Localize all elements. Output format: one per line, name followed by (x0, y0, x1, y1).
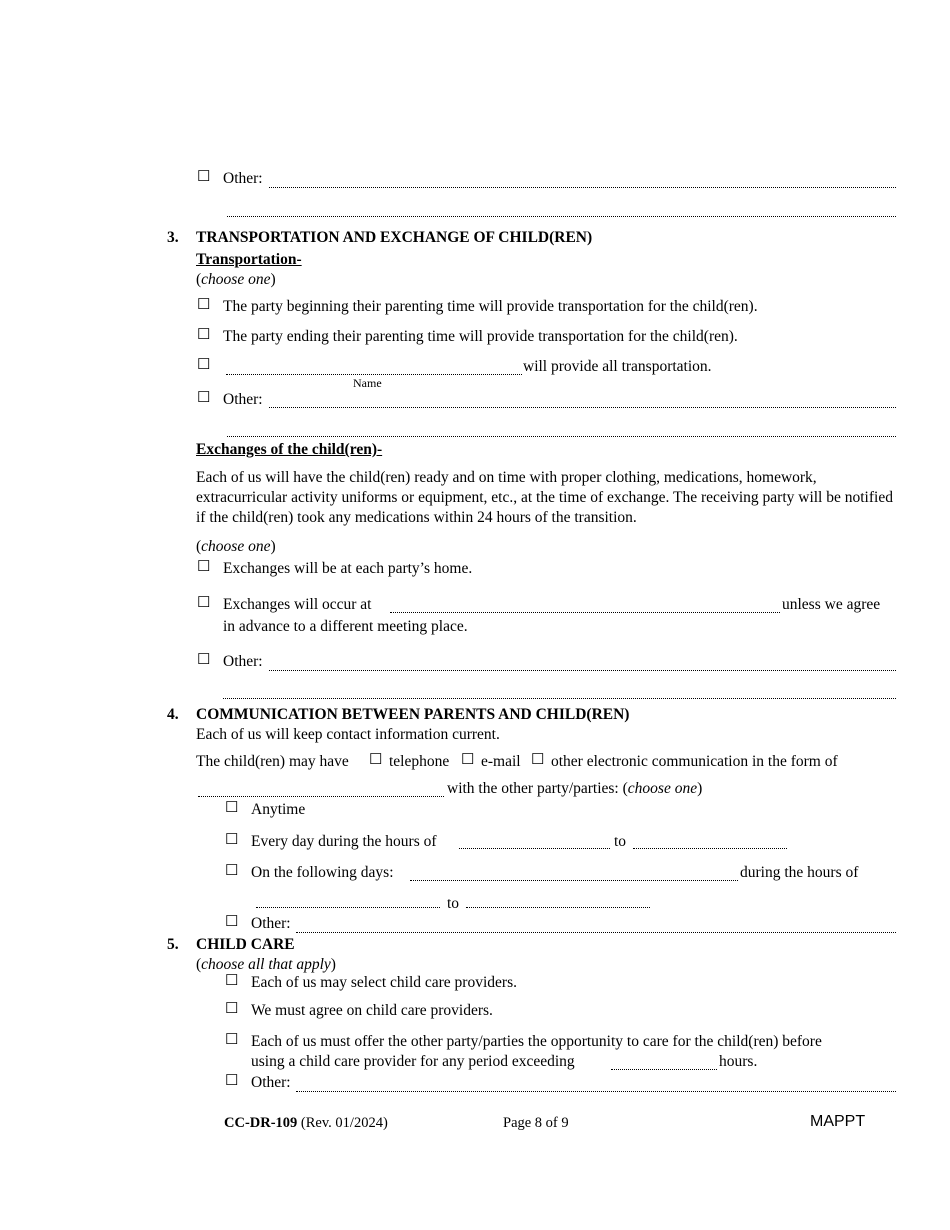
offer-hours-input-line[interactable] (611, 1069, 717, 1070)
with-other-parties-text: with the other party/parties: (choose one) (447, 780, 703, 797)
transport-other-line-1[interactable] (269, 407, 896, 408)
section-3-heading: TRANSPORTATION AND EXCHANGE OF CHILD(REN) (196, 229, 593, 246)
other-electronic-checkbox[interactable]: ☐ (531, 752, 545, 768)
other-input-line-1[interactable] (269, 187, 896, 188)
following-days-label: On the following days: (251, 864, 394, 881)
telephone-label: telephone (389, 753, 450, 770)
other-label: Other: (223, 170, 263, 187)
exchange-location-checkbox[interactable]: ☐ (197, 595, 211, 611)
footer-form-id: CC-DR-109 (Rev. 01/2024) (224, 1115, 388, 1131)
other-checkbox[interactable]: ☐ (197, 169, 211, 185)
section-5-number: 5. (167, 936, 179, 953)
exchange-other-checkbox[interactable]: ☐ (197, 652, 211, 668)
exchanges-subheading: Exchanges of the child(ren)- (196, 441, 383, 458)
comm-other-checkbox[interactable]: ☐ (225, 914, 239, 930)
name-caption: Name (353, 376, 382, 390)
exchange-home-checkbox[interactable]: ☐ (197, 559, 211, 575)
transportation-subheading: Transportation- (196, 251, 302, 268)
footer-form-tag: MAPPT (810, 1113, 866, 1130)
transport-ending-label: The party ending their parenting time will provide transportation for the child(ren). (223, 328, 738, 345)
offer-first-checkbox[interactable]: ☐ (225, 1032, 239, 1048)
transport-beginning-label: The party beginning their parenting time will provide transportation for the child(ren). (223, 298, 758, 315)
transport-ending-checkbox[interactable]: ☐ (197, 327, 211, 343)
following-days-to-label: to (447, 895, 460, 912)
comm-other-label: Other: (251, 915, 291, 932)
section-5-heading: CHILD CARE (196, 936, 295, 953)
following-days-input-line[interactable] (410, 880, 738, 881)
exchange-location-prefix: Exchanges will occur at (223, 596, 372, 613)
exchanges-choose-one-note: (choose one) (196, 538, 276, 555)
transport-other-checkbox[interactable]: ☐ (197, 390, 211, 406)
transport-other-line-2[interactable] (227, 436, 896, 437)
during-hours-label: during the hours of (740, 864, 859, 881)
every-day-to-input-line[interactable] (633, 848, 787, 849)
transport-beginning-checkbox[interactable]: ☐ (197, 297, 211, 313)
every-day-label: Every day during the hours of (251, 833, 437, 850)
every-day-to-label: to (614, 833, 627, 850)
offer-first-line2-suffix: hours. (719, 1053, 758, 1070)
anytime-label: Anytime (251, 801, 306, 818)
every-day-checkbox[interactable]: ☐ (225, 832, 239, 848)
exchange-other-line-1[interactable] (269, 670, 896, 671)
exchanges-paragraph: Each of us will have the child(ren) ready and on time with proper clothing, medications, homework, extracurricular activity uniforms or equipment, etc., at the time of exchange. The receiving party will be notified if the child(ren) took any medications within 24 hours of the transition. (196, 469, 893, 526)
may-have-text: The child(ren) may have (196, 753, 349, 770)
exchange-location-input-line[interactable] (390, 612, 780, 613)
transport-name-input-line[interactable] (226, 374, 522, 375)
transport-other-label: Other: (223, 391, 263, 408)
other-input-line-2[interactable] (227, 216, 896, 217)
email-label: e-mail (481, 753, 521, 770)
exchange-location-line2: in advance to a different meeting place. (223, 618, 468, 635)
every-day-from-input-line[interactable] (459, 848, 610, 849)
choose-one-note: (choose one) (196, 271, 276, 288)
exchange-home-label: Exchanges will be at each party’s home. (223, 560, 473, 577)
choose-all-note: (choose all that apply) (196, 956, 336, 973)
must-agree-checkbox[interactable]: ☐ (225, 1001, 239, 1017)
must-agree-label: We must agree on child care providers. (251, 1002, 493, 1019)
comm-other-input-line[interactable] (296, 932, 896, 933)
childcare-other-checkbox[interactable]: ☐ (225, 1073, 239, 1089)
offer-first-line1: Each of us must offer the other party/parties the opportunity to care for the child(ren) before (251, 1033, 822, 1050)
exchange-other-label: Other: (223, 653, 263, 670)
electronic-form-input-line[interactable] (198, 796, 444, 797)
footer-page-number: Page 8 of 9 (503, 1115, 569, 1131)
each-select-checkbox[interactable]: ☐ (225, 973, 239, 989)
following-days-from-input-line[interactable] (256, 907, 440, 908)
transport-named-checkbox[interactable]: ☐ (197, 357, 211, 373)
keep-contact-text: Each of us will keep contact information current. (196, 726, 500, 743)
offer-first-line2-prefix: using a child care provider for any period exceeding (251, 1053, 575, 1070)
exchange-other-line-2[interactable] (223, 698, 896, 699)
exchange-location-suffix: unless we agree (782, 596, 881, 613)
each-select-label: Each of us may select child care providers. (251, 974, 517, 991)
telephone-checkbox[interactable]: ☐ (369, 752, 383, 768)
transport-named-label: will provide all transportation. (523, 358, 712, 375)
section-3-number: 3. (167, 229, 179, 246)
anytime-checkbox[interactable]: ☐ (225, 800, 239, 816)
other-electronic-label: other electronic communication in the form of (551, 753, 838, 770)
childcare-other-input-line[interactable] (296, 1091, 896, 1092)
email-checkbox[interactable]: ☐ (461, 752, 475, 768)
section-4-heading: COMMUNICATION BETWEEN PARENTS AND CHILD(REN) (196, 706, 630, 723)
following-days-to-input-line[interactable] (466, 907, 650, 908)
following-days-checkbox[interactable]: ☐ (225, 863, 239, 879)
childcare-other-label: Other: (251, 1074, 291, 1091)
section-4-number: 4. (167, 706, 179, 723)
